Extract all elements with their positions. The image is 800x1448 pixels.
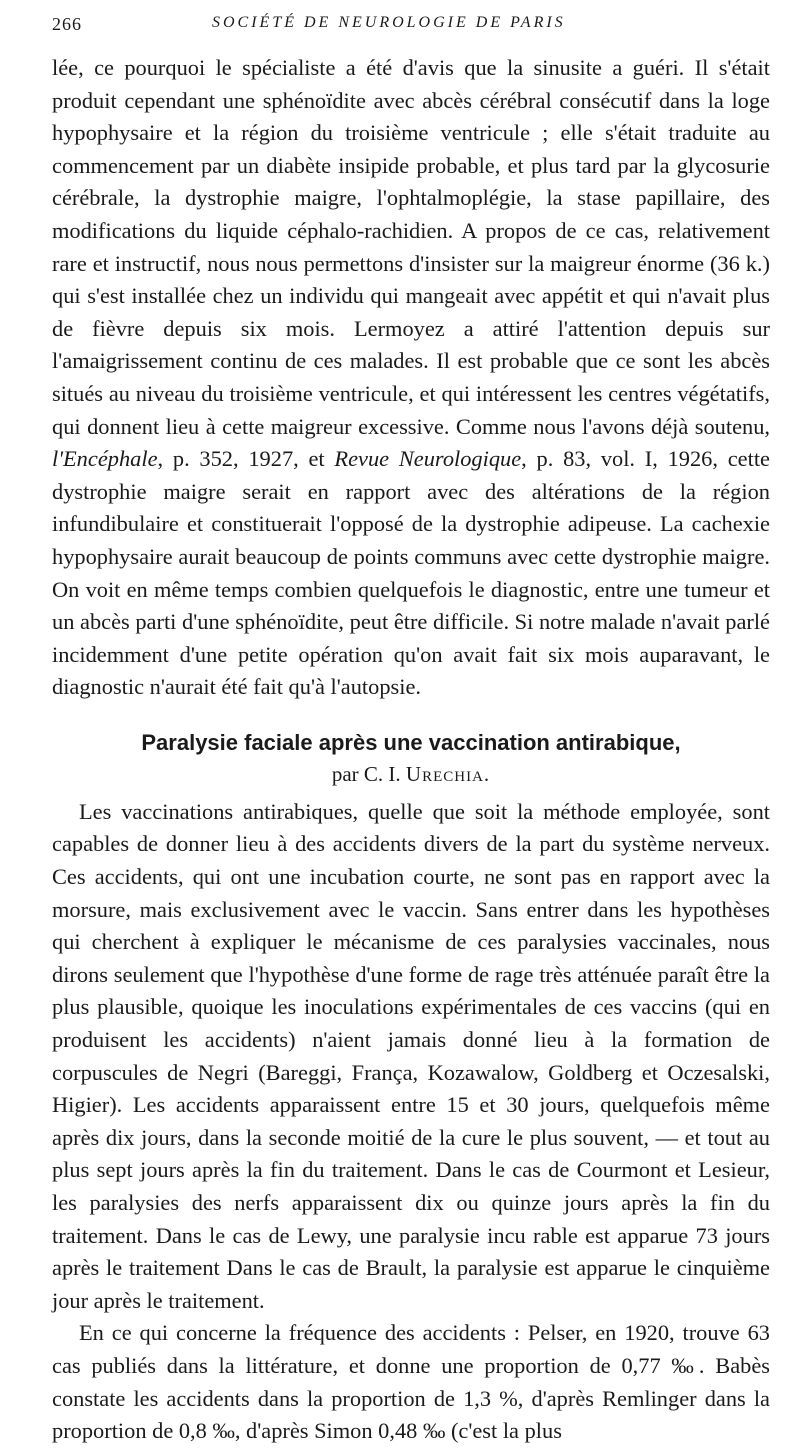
author-prefix: par C. I. [331, 761, 406, 786]
reference-encephale: l'Encéphale [52, 446, 158, 472]
page-number: 266 [52, 14, 82, 34]
running-title: SOCIÉTÉ DE NEUROLOGIE DE PARIS [212, 14, 566, 31]
text-run: lée, ce pourquoi le spécialiste a été d'avis que la sinusite a guéri. Il s'était produit cependant une sphénoïdite avec abcès cérébral consécutif dans la loge hypophysaire et la région du troisième ventricule ; elle s'était traduite au commencement par un diabète insipide probable, et plus tard par la glycosurie cérébrale, la dystrophie maigre, l'ophtalmoplégie, la stase papillaire, des modifications du liquide céphalo-rachidien. A propos de ce cas, relativement rare et instructif, nous nous permettons d'insister sur la maigreur énorme (36 k.) qui s'est installée chez un individu qui mangeait avec appétit et qui n'avait plus de fièvre depuis six mois. Lermoyez a attiré l'attention depuis sur l'amaigrissement continu de ces malades. Il est probable que ce sont les abcès situés au niveau du troisième ventricule, et qui intéressent les centres végétatifs, qui donnent lieu à cette maigreur excessive. Comme nous l'avons déjà soutenu, [52, 55, 770, 439]
page-header [52, 14, 770, 38]
author-name: Urechia. [405, 761, 491, 786]
paragraph-frequence: En ce qui concerne la fréquence des accidents : Pelser, en 1920, trouve 63 cas publiés dans la littérature, et donne une proportion de 0,77 ‰. Babès constate les accidents dans la proportion de 1,3 %, d'après Remlinger dans la proportion de 0,8 ‰, d'après Simon 0,48 ‰ (c'est la plus [52, 1320, 770, 1444]
page-body [52, 52, 770, 1448]
paragraph-vaccinations: Les vaccinations antirabiques, quelle que soit la méthode employée, sont capables de donner lieu à des accidents divers de la part du système nerveux. Ces accidents, qui ont une incubation courte, ne sont pas en rapport avec la morsure, mais exclusivement avec le vaccin. Sans entrer dans les hypothèses qui cherchent à expliquer le mécanisme de ces paralysies vaccinales, nous dirons seulement que l'hypothèse d'une forme de rage très atténuée paraît être la plus plausible, quoique les inoculations expérimentales de ces vaccins (qui en produisent les accidents) n'aient jamais donné lieu à la formation de corpuscules de Negri (Bareggi, França, Kozawalow, Goldberg et Oczesalski, Higier). Les accidents apparaissent entre 15 et 30 jours, quelquefois même après dix jours, dans la seconde moitié de la cure le plus souvent, — et tout au plus sept jours après la fin du traitement. Dans le cas de Courmont et Lesieur, les paralysies des nerfs apparaissent dix ou quinze jours après la fin du traitement. Dans le cas de Lewy, une paralysie incu rable est apparue 73 jours après le traitement Dans le cas de Brault, la paralysie est apparue le cinquième jour après le traitement. [52, 798, 770, 1313]
continued-paragraph [52, 52, 770, 704]
text-run: , p. 83, vol. I, 1926, cette dystrophie maigre serait en rapport avec des altérations de la région infundibulaire et constituerait l'opposé de la dystrophie adipeuse. La cachexie hypophysaire aurait beaucoup de points communs avec cette dystrophie maigre. On voit en même temps combien quelquefois le diagnostic, entre une tumeur et un abcès parti d'une sphénoïdite, peut être difficile. Si notre malade n'avait parlé incidemment d'une petite opération qu'on avait fait six mois auparavant, le diagnostic n'aurait été fait qu'à l'autopsie. [52, 446, 770, 700]
text-run: , p. 352, 1927, et [157, 446, 335, 472]
reference-revue-neurologique: Revue Neurologique [334, 446, 522, 472]
section-author [52, 758, 770, 790]
section-title: Paralysie faciale après une vaccination antirabique, [141, 729, 681, 755]
